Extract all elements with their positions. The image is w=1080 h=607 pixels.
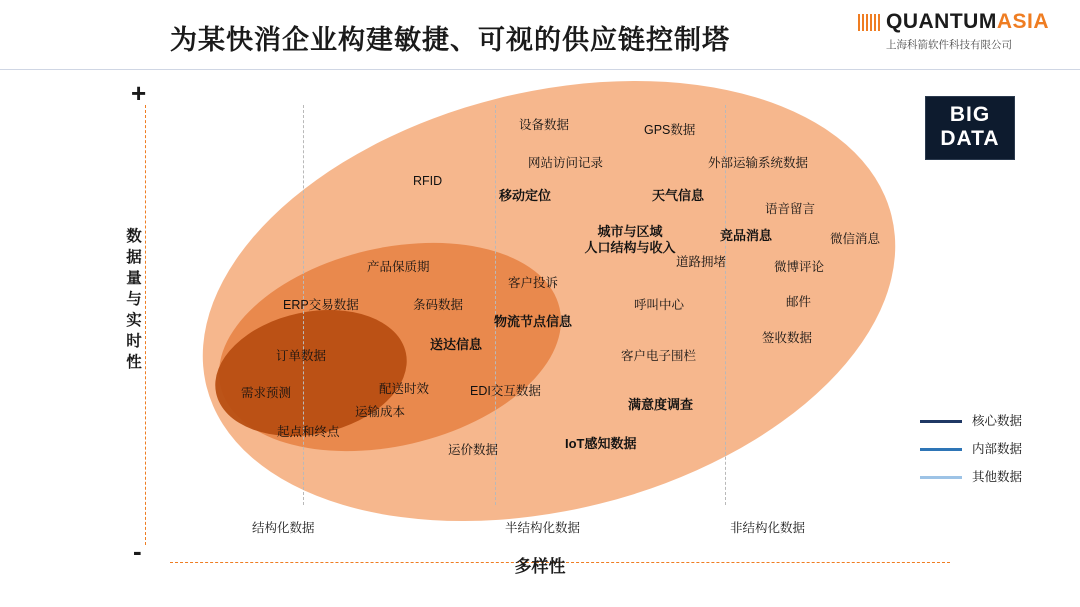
- legend-item-internal: [920, 436, 1070, 464]
- data-label: 客户投诉: [508, 276, 559, 290]
- data-label: GPS数据: [644, 123, 696, 137]
- data-label: 起点和终点: [277, 425, 340, 439]
- data-label: 呼叫中心: [634, 298, 685, 312]
- data-label: 订单数据: [276, 349, 327, 363]
- logo-subtitle: 上海科箭软件科技有限公司: [886, 39, 1012, 51]
- data-label: 移动定位: [499, 188, 552, 203]
- data-label: EDI交互数据: [470, 384, 541, 398]
- data-label: 微博评论: [774, 260, 825, 274]
- data-label: ERP交易数据: [283, 298, 359, 312]
- data-label: 城市与区域 人口结构与收入: [584, 224, 676, 255]
- data-label: 签收数据: [762, 331, 813, 345]
- x-tick-semi-structured: 半结构化数据: [505, 521, 581, 535]
- y-axis-minus: -: [133, 536, 142, 566]
- data-label: 天气信息: [652, 188, 705, 203]
- legend-label-core: 核心数据: [972, 414, 1023, 428]
- legend-item-core: [920, 408, 1070, 436]
- legend-label-other: 其他数据: [972, 470, 1023, 484]
- big-data-line1: BIG: [949, 103, 991, 126]
- data-label: 物流节点信息: [494, 314, 573, 329]
- x-tick-structured: 结构化数据: [252, 521, 315, 535]
- legend-swatch-other: [920, 476, 962, 479]
- y-axis-plus: +: [131, 78, 147, 108]
- logo-bars-icon: [858, 14, 880, 31]
- data-label: 运输成本: [355, 405, 406, 419]
- legend-swatch-core: [920, 420, 962, 423]
- y-axis-label: 数据量与实时性: [126, 228, 142, 371]
- data-label: 网站访问记录: [528, 156, 604, 170]
- data-label: 道路拥堵: [676, 255, 727, 269]
- legend-label-internal: 内部数据: [972, 442, 1023, 456]
- data-label: 客户电子围栏: [621, 349, 697, 363]
- data-label: IoT感知数据: [565, 436, 637, 451]
- data-label: 语音留言: [765, 202, 816, 216]
- data-label: RFID: [413, 174, 443, 188]
- data-label: 条码数据: [413, 298, 464, 312]
- page-title: 为某快消企业构建敏捷、可视的供应链控制塔: [170, 25, 730, 55]
- data-label: 送达信息: [430, 337, 483, 352]
- logo-name-part2: ASIA: [996, 10, 1050, 33]
- data-label: 邮件: [786, 295, 812, 309]
- data-label: 外部运输系统数据: [708, 156, 809, 170]
- logo-wordmark: [886, 10, 1049, 34]
- legend-swatch-internal: [920, 448, 962, 451]
- big-data-line2: DATA: [940, 127, 1000, 150]
- x-tick-unstructured: 非结构化数据: [730, 521, 806, 535]
- data-label: 配送时效: [379, 382, 430, 396]
- data-label: 产品保质期: [367, 260, 430, 274]
- logo-name-part1: QUANTUM: [886, 10, 997, 33]
- legend-item-other: [920, 464, 1070, 492]
- data-label: 需求预测: [241, 386, 292, 400]
- x-axis-label: 多样性: [514, 557, 566, 576]
- page-header: [0, 0, 1080, 70]
- company-logo: [858, 10, 1058, 60]
- data-label: 满意度调查: [628, 397, 694, 412]
- data-label: 设备数据: [519, 118, 570, 132]
- big-data-badge: [925, 96, 1015, 160]
- legend: [920, 408, 1070, 492]
- data-label: 运价数据: [448, 443, 499, 457]
- data-label: 竞品消息: [720, 228, 773, 243]
- data-label: 微信消息: [830, 232, 881, 246]
